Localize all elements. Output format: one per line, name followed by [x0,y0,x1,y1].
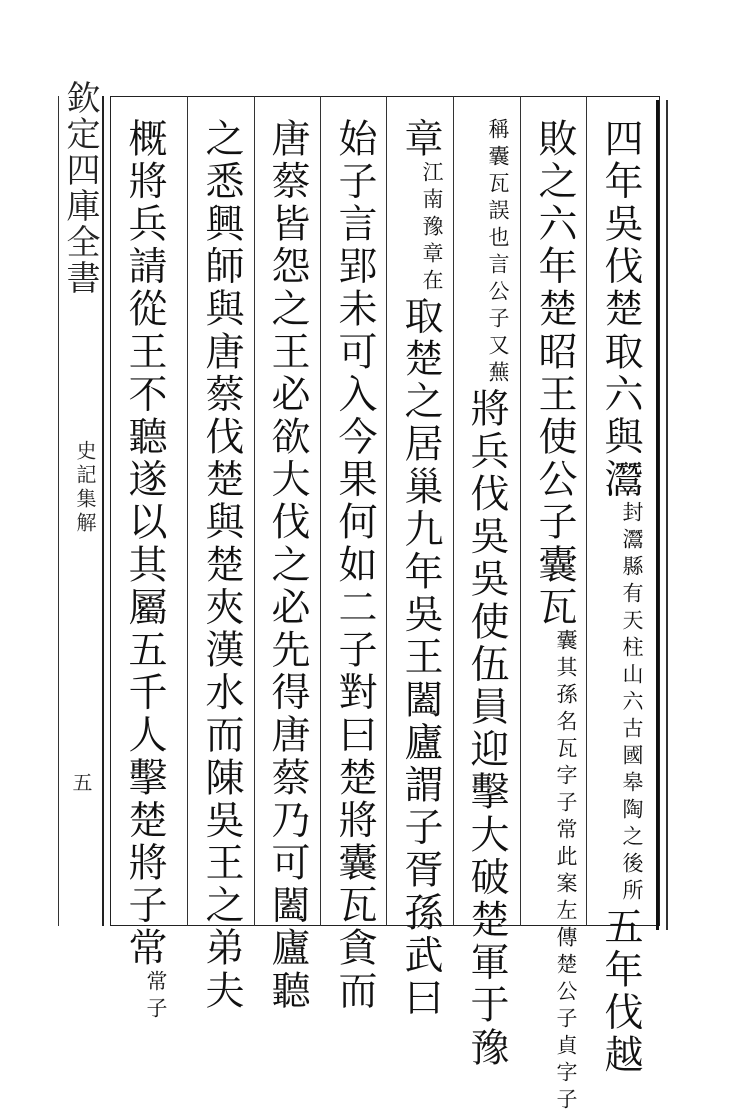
frame-border-right [656,100,668,930]
annotation-line: 言公子又蕪 [486,253,510,388]
text-column-7 [197,118,245,1013]
main-text: 章 [398,118,443,161]
annotation-line: 常 [144,970,168,997]
main-text: 取楚之居巢九年吳王闔廬謂子胥孫武曰 [398,295,443,1020]
annotation-line: 稱囊瓦誤也 [486,118,510,253]
annotation-line: 豫章在 [420,214,444,296]
main-text: 五年伐越 [598,906,643,1077]
text-column-4 [396,118,444,1020]
main-text: 唐蔡皆怨之王必欲大伐之必先得唐蔡乃可闔廬聽 [265,118,310,1013]
column-rule [320,96,321,926]
annotation-line: 囊其孫名瓦字子常此 [554,629,578,873]
column-rule [453,96,454,926]
column-rule [586,96,587,926]
annotation-line: 子 [144,997,168,1024]
annotation [420,161,444,296]
main-text: 敗之六年楚昭王使公子囊瓦 [532,118,577,630]
main-text: 四年吳伐楚取六與灊 [598,118,643,502]
main-text: 始子言郢未可入今果何如二子對曰楚將囊瓦貪而 [332,118,377,1013]
text-column-1 [596,118,644,1077]
annotation-line: 江南 [420,160,444,215]
text-column-6 [263,118,311,1013]
text-column-2 [530,118,578,1115]
main-text: 將兵伐吳吳使伍員迎擊大破楚軍于豫 [464,388,509,1070]
column-rule [254,96,255,926]
collection-title: 欽定四庫全書 [60,80,100,296]
annotation-line: 案左傳楚公子貞字子 [554,872,578,1115]
annotation [620,501,644,906]
annotation [554,629,578,1115]
main-text: 概將兵請從王不聽遂以其屬五千人擊楚將子常 [122,118,167,970]
main-text: 之悉興師與唐蔡伐楚與楚夾漢水而陳吳王之弟夫 [199,118,244,1013]
page-number: 五 [69,772,93,792]
annotation-line: 封灊縣有天柱山 [620,501,644,691]
text-column-3 [462,118,510,1070]
annotation [486,118,510,388]
annotation [144,970,168,1024]
column-rule [520,96,521,926]
annotation-line: 六古國皋陶之後所 [620,690,644,907]
text-column-5 [330,118,378,1013]
book-title: 史記集解 [73,440,97,536]
column-rule [187,96,188,926]
column-rule [386,96,387,926]
text-column-8 [120,118,168,1024]
